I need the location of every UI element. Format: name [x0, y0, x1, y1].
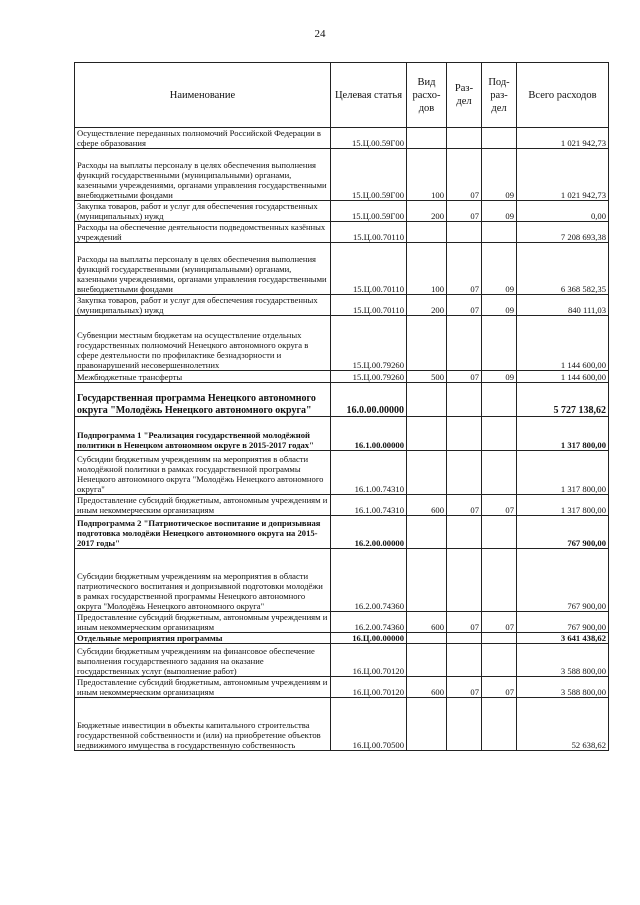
table-row	[75, 383, 609, 417]
row-name: Субсидии бюджетным учреждениям на мероприятия в области молодёжной политики в рамках государственной программы Ненецкого автономного округа "Молодёжь Ненецкого автономного округа"	[75, 451, 331, 495]
row-vid	[407, 516, 447, 549]
row-razdel	[447, 516, 482, 549]
table-row	[75, 201, 609, 222]
row-podrazdel: 09	[482, 371, 517, 383]
table-header-row	[75, 63, 609, 128]
row-name: Расходы на выплаты персоналу в целях обеспечения выполнения функций государственными (муниципальными) органами, казенными учреждениями, органами управления государственными внебюджетными фондами	[75, 149, 331, 201]
row-name: Бюджетные инвестиции в объекты капитального строительства государственной собственности и (или) на приобретение объектов недвижимого имущества в государственную собственность	[75, 698, 331, 751]
row-podrazdel	[482, 222, 517, 243]
row-vid	[407, 316, 447, 371]
row-target-code: 15.Ц.00.70110	[331, 222, 407, 243]
row-vid	[407, 549, 447, 612]
row-vid	[407, 222, 447, 243]
row-amount: 840 111,03	[517, 295, 609, 316]
row-vid: 100	[407, 243, 447, 295]
row-vid	[407, 128, 447, 149]
row-amount: 1 317 800,00	[517, 495, 609, 516]
row-target-code: 16.Ц.00.00000	[331, 633, 407, 644]
row-amount: 3 641 438,62	[517, 633, 609, 644]
row-razdel	[447, 633, 482, 644]
table-row	[75, 644, 609, 677]
header-podrazdel: Под-раз-дел	[482, 63, 517, 128]
row-podrazdel: 07	[482, 612, 517, 633]
row-vid	[407, 644, 447, 677]
row-razdel	[447, 128, 482, 149]
row-target-code: 15.Ц.00.70110	[331, 295, 407, 316]
row-podrazdel: 09	[482, 149, 517, 201]
row-amount: 767 900,00	[517, 612, 609, 633]
row-podrazdel: 09	[482, 201, 517, 222]
table-row	[75, 222, 609, 243]
row-target-code: 16.2.00.74360	[331, 612, 407, 633]
row-target-code: 15.Ц.00.79260	[331, 316, 407, 371]
table-row	[75, 612, 609, 633]
row-vid: 200	[407, 201, 447, 222]
table-row	[75, 677, 609, 698]
row-target-code: 15.Ц.00.79260	[331, 371, 407, 383]
row-name: Расходы на обеспечение деятельности подведомственных казённых учреждений	[75, 222, 331, 243]
row-name: Подпрограмма 2 "Патриотическое воспитание и допризывная подготовка молодёжи Ненецкого автономного округа на 2015-2017 годы"	[75, 516, 331, 549]
row-podrazdel	[482, 128, 517, 149]
row-vid: 600	[407, 677, 447, 698]
row-vid: 600	[407, 612, 447, 633]
header-target: Целевая статья	[331, 63, 407, 128]
table-row	[75, 295, 609, 316]
header-vid: Вид расхо-дов	[407, 63, 447, 128]
row-razdel: 07	[447, 371, 482, 383]
row-target-code: 15.Ц.00.59Г00	[331, 149, 407, 201]
row-razdel	[447, 698, 482, 751]
header-name: Наименование	[75, 63, 331, 128]
row-amount: 5 727 138,62	[517, 383, 609, 417]
row-name: Предоставление субсидий бюджетным, автономным учреждениям и иным некоммерческим организациям	[75, 495, 331, 516]
row-name: Субсидии бюджетным учреждениям на мероприятия в области патриотического воспитания и допризывной подготовки молодёжи в рамках государственной программы Ненецкого автономного округа "Молодёжь Ненецкого автономного округа"	[75, 549, 331, 612]
row-amount: 767 900,00	[517, 549, 609, 612]
row-podrazdel: 07	[482, 495, 517, 516]
row-razdel: 07	[447, 677, 482, 698]
row-vid	[407, 383, 447, 417]
table-row	[75, 316, 609, 371]
table-row	[75, 451, 609, 495]
table-row	[75, 495, 609, 516]
row-podrazdel	[482, 516, 517, 549]
row-razdel: 07	[447, 612, 482, 633]
row-podrazdel	[482, 383, 517, 417]
row-razdel	[447, 383, 482, 417]
row-name: Отдельные мероприятия программы	[75, 633, 331, 644]
row-vid	[407, 698, 447, 751]
row-amount: 3 588 800,00	[517, 677, 609, 698]
row-name: Предоставление субсидий бюджетным, автономным учреждениям и иным некоммерческим организациям	[75, 677, 331, 698]
row-name: Субвенции местным бюджетам на осуществление отдельных государственных полномочий Ненецкого автономного округа в сфере деятельности по профилактике безнадзорности и правонарушений несовершеннолетних	[75, 316, 331, 371]
table-row	[75, 243, 609, 295]
table-row	[75, 371, 609, 383]
row-amount: 0,00	[517, 201, 609, 222]
row-target-code: 16.Ц.00.70120	[331, 677, 407, 698]
row-amount: 1 144 600,00	[517, 316, 609, 371]
row-name: Подпрограмма 1 "Реализация государственной молодёжной политики в Ненецком автономном округе в 2015-2017 годах"	[75, 417, 331, 451]
row-target-code: 16.1.00.00000	[331, 417, 407, 451]
row-razdel	[447, 316, 482, 371]
row-target-code: 16.Ц.00.70120	[331, 644, 407, 677]
row-vid	[407, 633, 447, 644]
row-podrazdel	[482, 644, 517, 677]
header-razdel: Раз-дел	[447, 63, 482, 128]
row-target-code: 16.0.00.00000	[331, 383, 407, 417]
row-razdel: 07	[447, 149, 482, 201]
row-vid: 500	[407, 371, 447, 383]
table-row	[75, 698, 609, 751]
row-podrazdel: 07	[482, 677, 517, 698]
row-podrazdel	[482, 633, 517, 644]
row-razdel	[447, 417, 482, 451]
row-podrazdel	[482, 549, 517, 612]
row-razdel	[447, 549, 482, 612]
row-target-code: 16.1.00.74310	[331, 495, 407, 516]
row-amount: 767 900,00	[517, 516, 609, 549]
row-target-code: 15.Ц.00.70110	[331, 243, 407, 295]
header-total: Всего расходов	[517, 63, 609, 128]
row-vid: 200	[407, 295, 447, 316]
row-razdel	[447, 644, 482, 677]
row-razdel: 07	[447, 295, 482, 316]
page-number: 24	[314, 28, 326, 40]
row-razdel: 07	[447, 201, 482, 222]
row-name: Закупка товаров, работ и услуг для обеспечения государственных (муниципальных) нужд	[75, 295, 331, 316]
row-amount: 1 021 942,73	[517, 149, 609, 201]
row-name: Расходы на выплаты персоналу в целях обеспечения выполнения функций государственными (муниципальными) органами, казенными учреждениями, органами управления государственными внебюджетными фондами	[75, 243, 331, 295]
row-podrazdel	[482, 698, 517, 751]
row-name: Предоставление субсидий бюджетным, автономным учреждениям и иным некоммерческим организациям	[75, 612, 331, 633]
row-name: Межбюджетные трансферты	[75, 371, 331, 383]
row-amount: 3 588 800,00	[517, 644, 609, 677]
row-target-code: 15.Ц.00.59Г00	[331, 201, 407, 222]
expenditure-table	[74, 62, 609, 751]
table-row	[75, 417, 609, 451]
row-podrazdel: 09	[482, 295, 517, 316]
row-name: Осуществление переданных полномочий Российской Федерации в сфере образования	[75, 128, 331, 149]
table-row	[75, 149, 609, 201]
table-row	[75, 549, 609, 612]
row-target-code: 15.Ц.00.59Г00	[331, 128, 407, 149]
row-podrazdel	[482, 451, 517, 495]
row-razdel: 07	[447, 243, 482, 295]
row-amount: 1 317 800,00	[517, 451, 609, 495]
row-podrazdel	[482, 316, 517, 371]
row-vid: 100	[407, 149, 447, 201]
row-vid: 600	[407, 495, 447, 516]
table-row	[75, 633, 609, 644]
row-vid	[407, 417, 447, 451]
row-razdel: 07	[447, 495, 482, 516]
row-podrazdel: 09	[482, 243, 517, 295]
row-name: Закупка товаров, работ и услуг для обеспечения государственных (муниципальных) нужд	[75, 201, 331, 222]
row-vid	[407, 451, 447, 495]
row-target-code: 16.Ц.00.70500	[331, 698, 407, 751]
row-name: Субсидии бюджетным учреждениям на финансовое обеспечение выполнения государственного задания на оказание государственных услуг (выполнение работ)	[75, 644, 331, 677]
row-amount: 1 317 800,00	[517, 417, 609, 451]
table-row	[75, 128, 609, 149]
row-name: Государственная программа Ненецкого автономного округа "Молодёжь Ненецкого автономного округа"	[75, 383, 331, 417]
row-razdel	[447, 222, 482, 243]
row-amount: 52 638,62	[517, 698, 609, 751]
row-amount: 1 021 942,73	[517, 128, 609, 149]
row-podrazdel	[482, 417, 517, 451]
row-amount: 6 368 582,35	[517, 243, 609, 295]
row-razdel	[447, 451, 482, 495]
row-amount: 7 208 693,38	[517, 222, 609, 243]
table-row	[75, 516, 609, 549]
row-target-code: 16.1.00.74310	[331, 451, 407, 495]
row-target-code: 16.2.00.00000	[331, 516, 407, 549]
row-amount: 1 144 600,00	[517, 371, 609, 383]
row-target-code: 16.2.00.74360	[331, 549, 407, 612]
